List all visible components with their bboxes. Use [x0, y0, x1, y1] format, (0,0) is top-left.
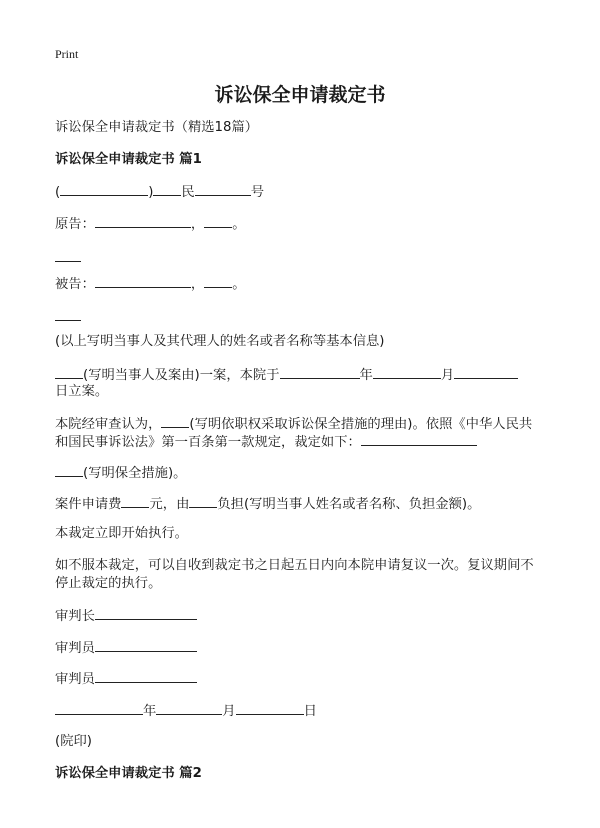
case-year-blank	[60, 182, 148, 196]
plaintiff-agent-rule	[55, 261, 81, 262]
signature-blank	[95, 606, 197, 620]
plaintiff-info-blank	[204, 214, 232, 228]
ruling-date-line	[55, 701, 317, 721]
signature-blank	[95, 638, 197, 652]
signer-judge-1	[55, 638, 197, 658]
appeal-line-1: 如不服本裁定，可以自收到裁定书之日起五日内向本院申请复议一次。复议期间不	[55, 558, 534, 573]
filing-month-blank	[373, 365, 441, 379]
date-year-blank	[55, 701, 143, 715]
defendant-info-blank	[204, 274, 232, 288]
measure-text: (写明保全措施)。	[83, 466, 187, 481]
section-heading-1: 诉讼保全申请裁定书 篇1	[55, 152, 202, 167]
fee-line	[55, 494, 480, 514]
signer-label: 审判员	[55, 641, 95, 656]
case-number-open: (	[55, 185, 61, 200]
defendant-label: 被告：	[55, 277, 95, 292]
filing-year-blank	[280, 365, 360, 379]
review-reason: (写明依职权采取诉讼保全措施的理由)。依照《中华人民共	[189, 417, 533, 432]
fee-label: 案件申请费	[55, 497, 122, 512]
immediate-effect: 本裁定立即开始执行。	[55, 526, 188, 541]
party-blank	[55, 365, 83, 379]
defendant-end: 。	[232, 277, 246, 292]
signer-judge-2	[55, 669, 197, 689]
fee-amount-blank	[121, 494, 149, 508]
page-title: 诉讼保全申请裁定书	[214, 84, 386, 106]
court-seal: (院印)	[55, 734, 92, 749]
case-number-suffix: 号	[250, 185, 264, 200]
appeal-line-2: 停止裁定的执行。	[55, 576, 162, 591]
defendant-separator: ，	[190, 277, 205, 292]
review-intro: 本院经审查认为，	[55, 417, 162, 432]
filing-day-blank	[454, 365, 518, 379]
signer-label: 审判员	[55, 672, 95, 687]
defendant-name-blank	[95, 274, 191, 288]
plaintiff-label: 原告：	[55, 217, 95, 232]
date-month-label: 月	[222, 704, 236, 719]
case-type-label: 民	[181, 185, 195, 200]
date-day-label: 日	[303, 704, 317, 719]
signer-chief-judge	[55, 606, 197, 626]
case-number-line	[55, 182, 264, 202]
case-filing-text: (写明当事人及案由)一案，本院于	[83, 368, 280, 383]
case-number-close: )	[148, 185, 154, 200]
fee-payer-blank	[189, 494, 217, 508]
date-month-blank	[156, 701, 222, 715]
review-blank	[161, 414, 189, 428]
print-label: Print	[55, 47, 79, 61]
plaintiff-separator: ，	[190, 217, 205, 232]
fee-end: 负担(写明当事人姓名或者名称、负担金额)。	[217, 497, 481, 512]
filing-month-label: 月	[440, 368, 455, 383]
plaintiff-name-blank	[95, 214, 191, 228]
case-filing-line	[55, 365, 518, 385]
review-line-1	[55, 414, 532, 434]
date-day-blank	[236, 701, 304, 715]
document-subtitle: 诉讼保全申请裁定书（精选18篇）	[55, 120, 259, 135]
measure-line	[55, 463, 186, 483]
ruling-blank	[361, 432, 477, 446]
fee-mid: 元，由	[149, 497, 190, 512]
defendant-line	[55, 274, 245, 294]
filing-year-label: 年	[359, 368, 373, 383]
date-year-label: 年	[143, 704, 157, 719]
plaintiff-line	[55, 214, 245, 234]
case-number-blank	[195, 182, 251, 196]
signer-label: 审判长	[55, 609, 95, 624]
measure-blank	[55, 463, 83, 477]
plaintiff-end: 。	[232, 217, 246, 232]
court-abbr-blank	[153, 182, 181, 196]
review-law: 和国民事诉讼法》第一百条第一款规定，裁定如下：	[55, 435, 361, 450]
defendant-agent-rule	[55, 320, 81, 321]
review-line-2	[55, 432, 477, 452]
signature-blank	[95, 669, 197, 683]
party-info-note: (以上写明当事人及其代理人的姓名或者名称等基本信息)	[55, 334, 385, 349]
filing-day-label: 日立案。	[55, 384, 109, 399]
section-heading-2: 诉讼保全申请裁定书 篇2	[55, 766, 202, 781]
